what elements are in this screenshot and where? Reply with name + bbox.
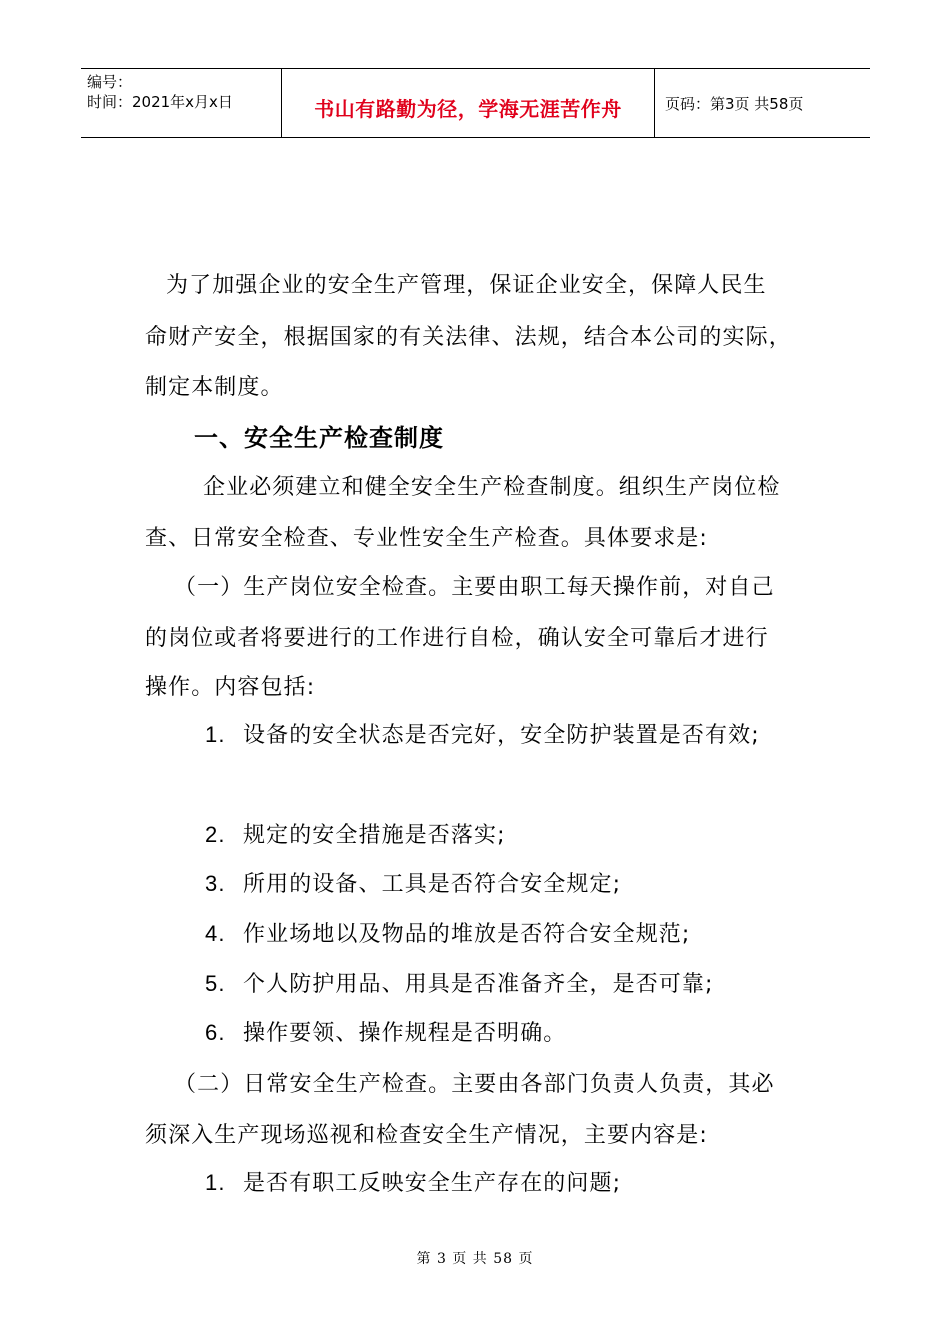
list-item <box>205 867 621 898</box>
list-item-text: 操作要领、操作规程是否明确。 <box>243 1021 567 1046</box>
section-title: 一、安全生产检查制度 <box>194 424 444 452</box>
header-table <box>81 68 870 138</box>
list-item <box>205 818 506 849</box>
subsection-line: 须深入生产现场巡视和检查安全生产情况，主要内容是: <box>145 1123 708 1148</box>
list-item-number: 1. <box>205 1170 226 1195</box>
header-page-cell <box>655 69 870 137</box>
motto: 书山有路勤为径，学海无涯苦作舟 <box>314 97 622 121</box>
list-item-text: 规定的安全措施是否落实; <box>243 823 506 848</box>
list-item <box>205 1016 566 1047</box>
list-item-text: 所用的设备、工具是否符合安全规定; <box>243 872 622 897</box>
list-item <box>205 718 760 749</box>
header-info-cell <box>81 69 282 137</box>
section-line: 查、日常安全检查、专业性安全生产检查。具体要求是: <box>145 526 708 551</box>
list-item <box>205 967 714 998</box>
list-item-text: 个人防护用品、用具是否准备齐全，是否可靠; <box>243 972 714 997</box>
list-item <box>205 1166 621 1197</box>
subsection-line: 操作。内容包括: <box>145 675 316 700</box>
list-item-number: 6. <box>205 1020 226 1045</box>
list-item-number: 3. <box>205 871 226 896</box>
list-item-number: 2. <box>205 822 226 847</box>
list-item-text: 设备的安全状态是否完好，安全防护装置是否有效; <box>243 723 760 748</box>
header-motto-cell <box>282 69 655 137</box>
list-item-text: 作业场地以及物品的堆放是否符合安全规范; <box>243 922 691 947</box>
list-item-text: 是否有职工反映安全生产存在的问题; <box>243 1171 622 1196</box>
subsection-line: （二）日常安全生产检查。主要由各部门负责人负责，其必 <box>174 1072 775 1097</box>
document-time: 时间：2021年x月x日 <box>87 93 233 111</box>
list-item <box>205 917 690 948</box>
page-footer: 第 3 页 共 58 页 <box>416 1251 534 1267</box>
intro-line: 为了加强企业的安全生产管理，保证企业安全，保障人民生 <box>166 273 767 298</box>
intro-line: 命财产安全，根据国家的有关法律、法规，结合本公司的实际， <box>145 325 792 350</box>
document-number: 编号： <box>87 73 133 91</box>
list-item-number: 1. <box>205 722 226 747</box>
intro-line: 制定本制度。 <box>145 375 284 400</box>
subsection-line: （一）生产岗位安全检查。主要由职工每天操作前，对自己 <box>174 575 775 600</box>
subsection-line: 的岗位或者将要进行的工作进行自检，确认安全可靠后才进行 <box>145 626 769 651</box>
section-line: 企业必须建立和健全安全生产检查制度。组织生产岗位检 <box>203 475 781 500</box>
page-code: 页码：第3页 共58页 <box>665 95 804 113</box>
list-item-number: 4. <box>205 921 226 946</box>
list-item-number: 5. <box>205 971 226 996</box>
